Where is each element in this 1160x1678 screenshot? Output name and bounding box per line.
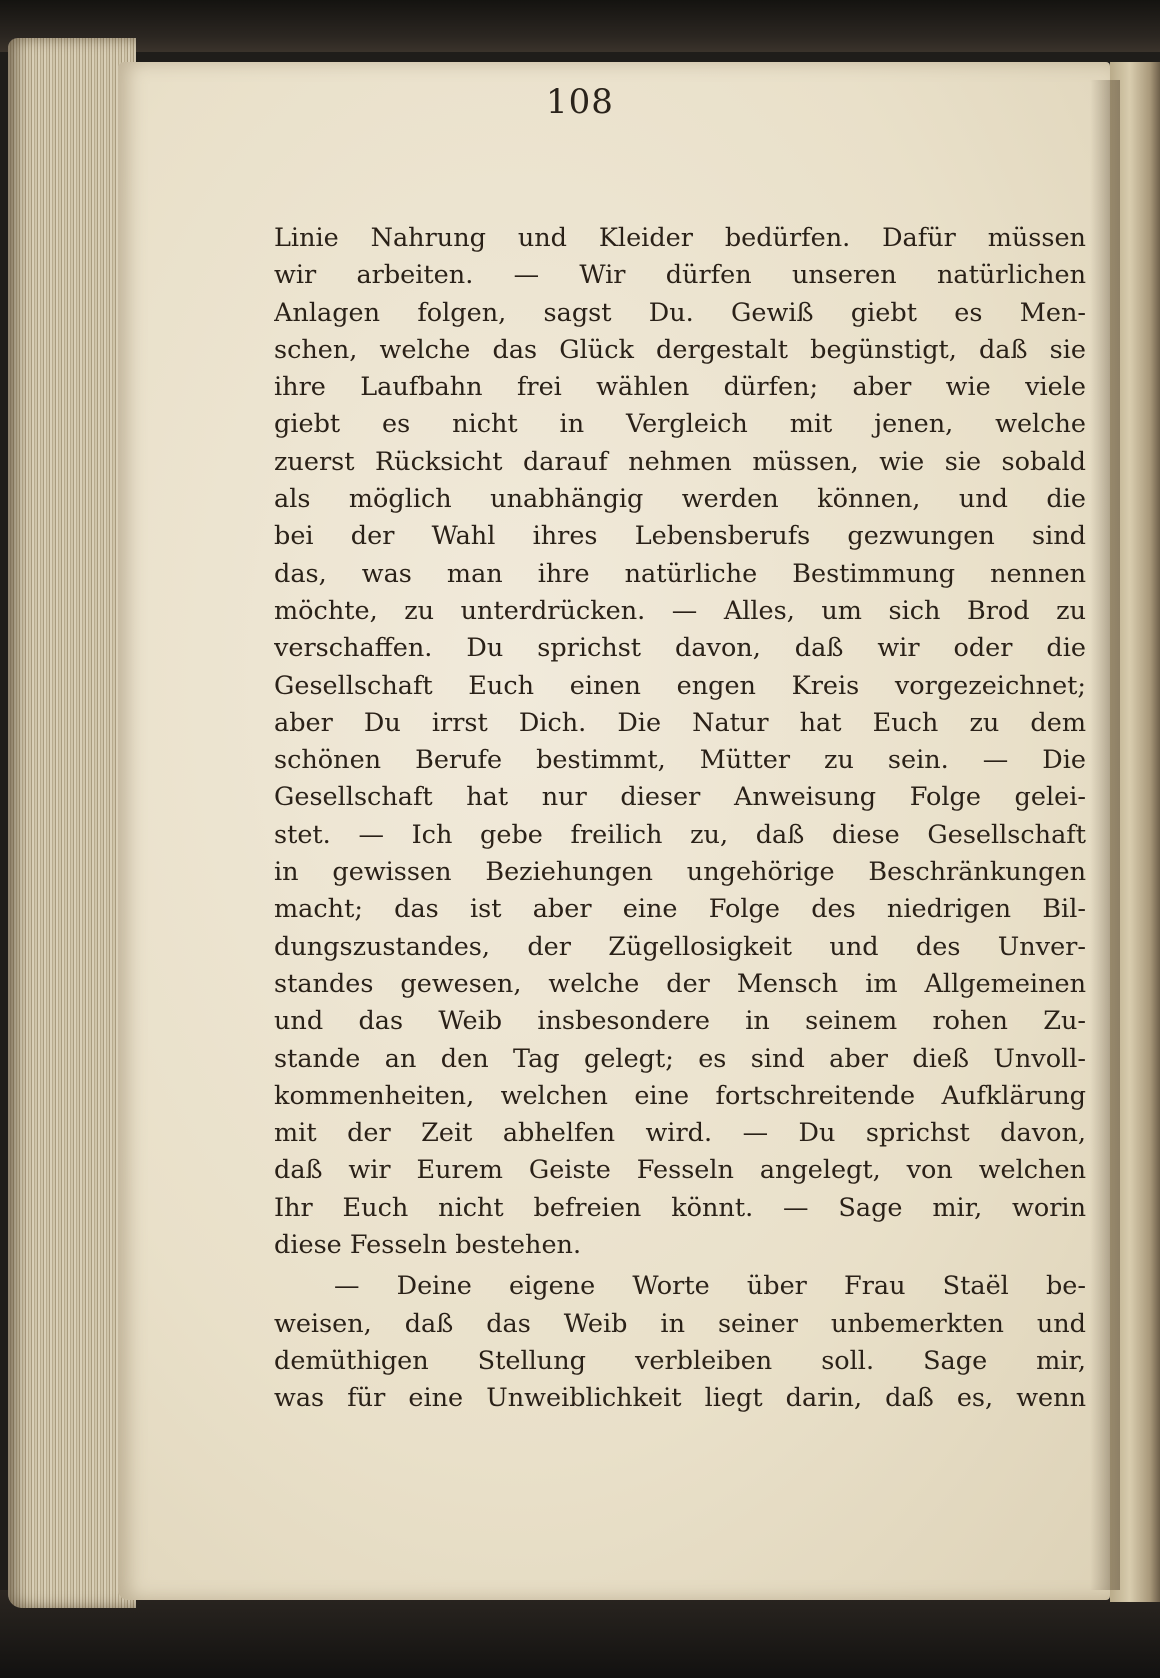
text-line: was für eine Unweiblichkeit liegt darin, daß es, wenn bbox=[274, 1383, 1086, 1414]
gutter-shadow bbox=[1090, 80, 1120, 1590]
text-line: macht; das ist aber eine Folge des niedrigen Bil- bbox=[274, 894, 1086, 925]
text-line: dungszustandes, der Zügellosigkeit und des Unver- bbox=[274, 931, 1086, 962]
page-text bbox=[274, 220, 1086, 1418]
text-line: Gesellschaft Euch einen engen Kreis vorgezeichnet; bbox=[274, 670, 1086, 701]
text-line: und das Weib insbesondere in seinem rohen Zu- bbox=[274, 1006, 1086, 1037]
text-line: stande an den Tag gelegt; es sind aber dieß Unvoll- bbox=[274, 1043, 1086, 1074]
text-line: als möglich unabhängig werden können, und die bbox=[274, 484, 1086, 515]
text-line: mit der Zeit abhelfen wird. — Du sprichst davon, bbox=[274, 1118, 1086, 1149]
text-line: schönen Berufe bestimmt, Mütter zu sein. — Die bbox=[274, 745, 1086, 776]
text-line: verschaffen. Du sprichst davon, daß wir oder die bbox=[274, 633, 1086, 664]
text-line: wir arbeiten. — Wir dürfen unseren natürlichen bbox=[274, 260, 1086, 291]
text-line: zuerst Rücksicht darauf nehmen müssen, wie sie sobald bbox=[274, 446, 1086, 477]
page-edges bbox=[8, 38, 136, 1608]
text-line: stet. — Ich gebe freilich zu, daß diese Gesellschaft bbox=[274, 819, 1086, 850]
text-line: Anlagen folgen, sagst Du. Gewiß giebt es Men- bbox=[274, 297, 1086, 328]
book-cover-bottom bbox=[0, 1590, 1160, 1678]
text-line: bei der Wahl ihres Lebensberufs gezwungen sind bbox=[274, 521, 1086, 552]
text-line: daß wir Eurem Geiste Fesseln angelegt, von welchen bbox=[274, 1155, 1086, 1186]
text-line: giebt es nicht in Vergleich mit jenen, welche bbox=[274, 409, 1086, 440]
text-line: Ihr Euch nicht befreien könnt. — Sage mir, worin bbox=[274, 1192, 1086, 1223]
text-line: demüthigen Stellung verbleiben soll. Sage mir, bbox=[274, 1345, 1086, 1376]
text-line: Gesellschaft hat nur dieser Anweisung Folge gelei- bbox=[274, 782, 1086, 813]
text-line: möchte, zu unterdrücken. — Alles, um sich Brod zu bbox=[274, 595, 1086, 626]
text-line: kommenheiten, welchen eine fortschreitende Aufklärung bbox=[274, 1080, 1086, 1111]
text-line: Linie Nahrung und Kleider bedürfen. Dafür müssen bbox=[274, 223, 1086, 253]
text-line: diese Fesseln bestehen. bbox=[274, 1230, 582, 1261]
text-line: aber Du irrst Dich. Die Natur hat Euch zu dem bbox=[274, 707, 1086, 738]
text-line: ihre Laufbahn frei wählen dürfen; aber wie viele bbox=[274, 372, 1086, 403]
text-line: in gewissen Beziehungen ungehörige Beschränkungen bbox=[274, 857, 1086, 888]
page-number: 108 bbox=[546, 82, 614, 122]
text-line: — Deine eigene Worte über Frau Staël be- bbox=[334, 1271, 1086, 1302]
text-line: weisen, daß das Weib in seiner unbemerkten und bbox=[274, 1308, 1086, 1339]
text-line: standes gewesen, welche der Mensch im Allgemeinen bbox=[274, 968, 1086, 999]
text-line: schen, welche das Glück dergestalt begünstigt, daß sie bbox=[274, 334, 1086, 365]
book-cover-top bbox=[0, 0, 1160, 52]
text-line: das, was man ihre natürliche Bestimmung nennen bbox=[274, 558, 1086, 589]
